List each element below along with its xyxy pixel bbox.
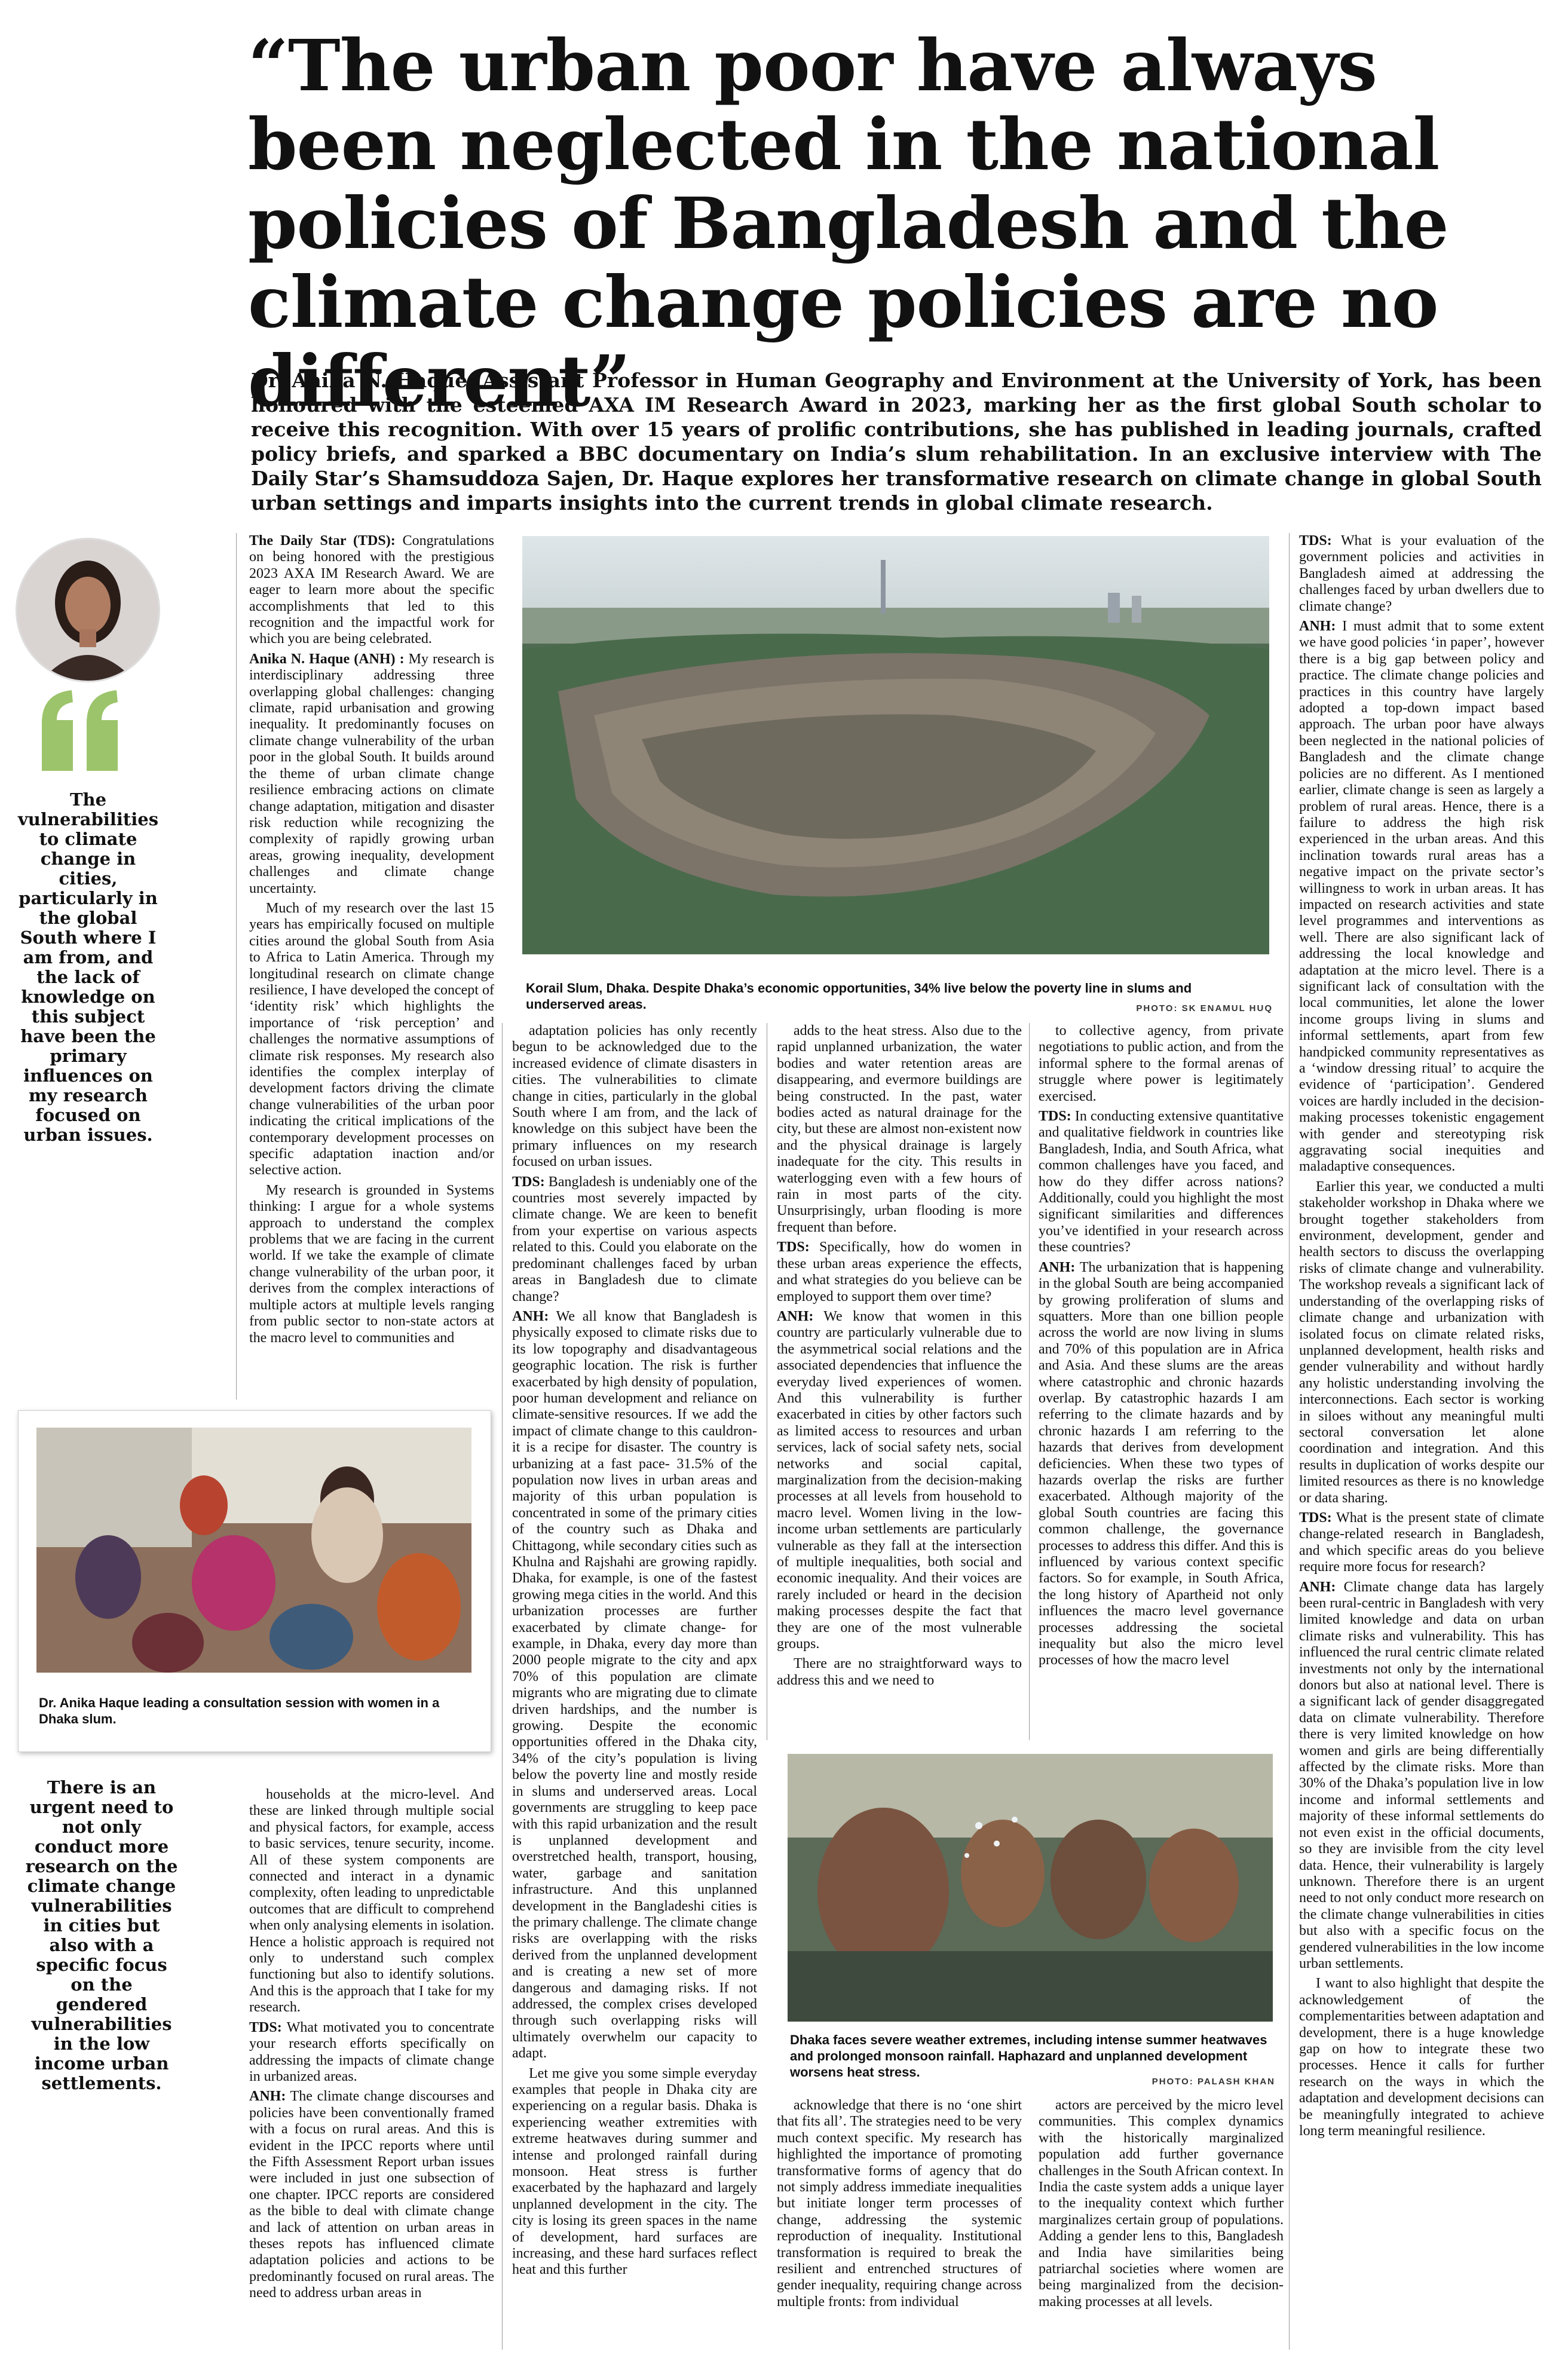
article-paragraph	[512, 1174, 757, 1305]
speaker-label: TDS:	[1299, 533, 1332, 549]
paragraph-text: My research is interdisciplinary addressing three overlapping global challenges: changing climate, rapid urbanisation and growing inequality. It predominantly focuses on climate change vulnerability of the urban poor in the global South. It builds around the theme of urban climate change resilience embracing actions on climate change adaptation, mitigation and disaster risk reduction while recognizing the complexity of rapidly growing urban areas, growing inequality, development challenges and climate change uncertainty.	[249, 651, 494, 896]
session-photo-caption: Dr. Anika Haque leading a consultation session with women in a Dhaka slum.	[39, 1695, 440, 1726]
heatwave-photo-credit: PHOTO: PALASH KHAN	[1152, 2077, 1275, 2087]
quote-mark-icon	[36, 687, 125, 777]
article-paragraph	[249, 533, 494, 648]
article-paragraph	[777, 1239, 1022, 1305]
speaker-label: ANH:	[1039, 1259, 1076, 1275]
paragraph-text: The climate change discourses and policies have been conventionally framed with a focus on rural areas. And this is evident in the IPCC reports where until the Fifth Assessment Report urban issues were included in just one subsection of one chapter. IPCC reports are considered as the bible to deal with climate change and lack of attention on urban areas in theses repots has influenced climate adaptation policies and actions to be predominantly focused on rural areas. The need to address urban areas in	[249, 2089, 494, 2301]
article-paragraph	[1039, 1109, 1284, 1256]
pull-quote: The vulnerabilities to climate change in cities, particularly in the global South where I am from, and the lack of knowledge on this subject have been the primary influences on my research focused on urban issues.	[17, 789, 159, 1145]
slum-caption-text: Korail Slum, Dhaka. Despite Dhaka’s economic opportunities, 34% live below the poverty line in slums and underserved areas.	[526, 981, 1192, 1012]
paragraph-text: Earlier this year, we conducted a multi stakeholder workshop in Dhaka where we brought together stakeholders from environment, development, gender and health sectors to discuss the overlapping risks of climate change and vulnerability. The workshop reveals a significant lack of understanding of the overlapping risks of climate change and urbanization with isolated focus on climate related risks, unplanned development, health risks and gender vulnerability and without hardly any holistic understanding involving the interconnections. Each sector is working in siloes without any meaningful multi sectoral conversation let alone coordination and integration. And this results in duplication of works despite our limited resources as there is no knowledge or data sharing.	[1299, 1178, 1544, 1506]
article-paragraph	[777, 1023, 1022, 1236]
paragraph-text: Much of my research over the last 15 years has empirically focused on multiple cities around the global South from Asia to Africa to Latin America. Through my longitudinal research on climate change resilience, I have developed the concept of ‘identity risk’ which highlights the importance of ‘risk perception’ and challenges the normative assumptions of climate risk responses. My research also identifies the complex interplay of development factors driving the climate change vulnerabilities of the urban poor indicating the critical implications of the contemporary development processes on specific adaptation inaction and/or selective action.	[249, 900, 494, 1178]
article-column-4-top	[1039, 1023, 1284, 1673]
paragraph-text: acknowledge that there is no ‘one shirt that fits all’. The strategies need to be very much context specific. My research has highlighted the importance of promoting transformative forms of agency that do not simply address immediate inequalities but initiate longer term processes of change, addressing the systemic reproduction of inequality. Institutional transformation is required to break the resilient and entrenched structures of gender inequality, requiring change across multiple fronts: from individual	[777, 2097, 1022, 2310]
article-paragraph	[512, 1023, 757, 1171]
column-divider	[502, 1023, 503, 2350]
article-paragraph	[249, 901, 494, 1179]
paragraph-text: to collective agency, from private negotiations to public action, and from the informal sphere to the formal arenas of struggle where power is legitimately exercised.	[1039, 1023, 1284, 1104]
article-paragraph	[777, 1309, 1022, 1653]
author-portrait	[16, 538, 160, 682]
speaker-label: TDS:	[512, 1174, 545, 1190]
article-column-2	[512, 1023, 757, 2282]
pull-quote: There is an urgent need to not only conduct more research on the climate change vulnerabilities in cities but also with a specific focus on the gendered vulnerabilities in the low income urban settlements.	[25, 1777, 178, 2093]
headline: “The urban poor have always been neglected in the national policies of Bangladesh and the climate change policies are no different”	[248, 24, 1448, 422]
speaker-label: TDS:	[1299, 1509, 1332, 1526]
column-divider	[1029, 1023, 1030, 1740]
article-paragraph	[512, 1309, 757, 2062]
speaker-label: TDS:	[249, 2019, 282, 2035]
korail-slum-photo	[522, 536, 1269, 954]
paragraph-text: Let me give you some simple everyday examples that people in Dhaka city are experiencing on a regular basis. Dhaka is experiencing weather extremities with extreme heatwaves during summer and intense and prolonged rainfall during monsoon. Heat stress is further exacerbated by the haphazard and largely unplanned development in the city. The city is losing its green spaces in the name of development, hard surfaces are increasing, and these hard surfaces reflect heat and this further	[512, 2065, 757, 2278]
article-paragraph	[777, 1656, 1022, 1689]
paragraph-text: households at the micro-level. And these are linked through multiple social and physical factors, for example, access to basic services, tenure security, income. All of these system components are connected and interact in a dynamic complexity, often leading to unpredictable outcomes that are difficult to comprehend when only analysing elements in isolation. Hence a holistic approach is required not only to understand such complex functioning but also to identify solutions. And this is the approach that I take for my research.	[249, 1787, 494, 2016]
article-paragraph	[249, 651, 494, 897]
article-column-3-top	[777, 1023, 1022, 1692]
paragraph-text: My research is grounded in Systems thinking: I argue for a whole systems approach to understand the complex problems that we are facing in the current world. If we take the example of climate change vulnerability of the urban poor, it derives from the complex interactions of multiple actors at multiple levels ranging from public sector to non-state actors at the macro level to communities and	[249, 1182, 494, 1346]
paragraph-text: Congratulations on being honored with the prestigious 2023 AXA IM Research Award. We are eager to learn more about the specific accomplishments that led to this recognition and the impactful work for which you are being celebrated.	[249, 533, 494, 647]
slum-photo-caption	[526, 980, 1273, 1012]
session-photo-box	[18, 1410, 491, 1752]
paragraph-text: What motivated you to concentrate your research efforts specifically on addressing the impacts of climate change in urbanized areas.	[249, 2019, 494, 2084]
slum-photo-credit: PHOTO: SK ENAMUL HUQ	[1136, 1003, 1273, 1013]
speaker-label: ANH:	[1299, 1579, 1336, 1595]
paragraph-text: What is the present state of climate change-related research in Bangladesh, and which specific areas do you believe require more focus for research?	[1299, 1509, 1544, 1575]
paragraph-text: We know that women in this country are particularly vulnerable due to the asymmetrical social relations and the associated dependencies that influence the everyday lived experiences of women. And this vulnerability is further exacerbated in cities by other factors such as limited access to resources and urban services, lack of social safety nets, social networks and social capital, marginalization from the decision-making processes at all levels from household to macro level. Women living in the low-income urban settlements are particularly vulnerable as they fall at the intersection of multiple inequalities, both social and economic inequality. And their voices are rarely included or heard in the decision making processes despite the fact that they are one of the most vulnerable groups.	[777, 1308, 1022, 1652]
heatwave-photo	[788, 1754, 1273, 2022]
paragraph-text: adds to the heat stress. Also due to the rapid unplanned urbanization, the water bodies and water retention areas are disappearing, and evermore buildings are being constructed. In the past, water bodies acted as natural drainage for the city, but these are almost non-existent now and the physical drainage is largely inadequate for the city. This results in waterlogging even with a few hours of rain in most parts of the city. Unsurprisingly, urban flooding is more frequent than before.	[777, 1023, 1022, 1235]
article-paragraph	[1299, 618, 1544, 1175]
article-paragraph	[512, 2066, 757, 2279]
column-divider	[1289, 533, 1290, 2350]
article-column-5	[1299, 533, 1544, 2143]
paragraph-text: Climate change data has largely been rural-centric in Bangladesh with very limited knowledge and data on urban climate risks and vulnerability. This has influenced the rural centric climate related investments not only by the international donors but also at national level. There is a significant lack of gender disaggregated data on climate vulnerability. Therefore there is very limited knowledge on how women and girls are being differentially affected by the climate risks. More than 30% of the Dhaka’s population live in low income and informal settlements and majority of these informal settlements do not even exist in the official documents, so they are invisible from the city level data. Hence, their vulnerability is largely unknown. Therefore there is an urgent need to not only conduct more research on the climate change vulnerabilities in cities but also with a specific focus on the gendered vulnerabilities in the low income urban settlements.	[1299, 1579, 1544, 1971]
article-paragraph	[249, 1787, 494, 2016]
article-paragraph	[1299, 1510, 1544, 1576]
article-paragraph	[1039, 1260, 1284, 1669]
speaker-label: ANH:	[1299, 618, 1336, 635]
article-paragraph	[249, 1183, 494, 1346]
article-column-4-bottom	[1039, 2097, 1284, 2314]
speaker-label: The Daily Star (TDS):	[249, 533, 396, 549]
paragraph-text: The urbanization that is happening in the global South are being accompanied by growing proliferation of slums and squatters. More than one billion people across the world are now living in slums and 70% of this population are in Africa and Asia. And these slums are the areas where catastrophic and chronic hazards overlap. By catastrophic hazards I am referring to the climate hazards and by chronic hazards I am referring to the hazards that derives from development deficiencies. When these two types of hazards overlap the risks are further exacerbated. Although majority of the global South countries are facing this common challenge, the governance processes to address this differ. And this is influenced by various context specific factors. So for example, in South Africa, the long history of Apartheid not only influences the macro level governance processes addressing the societal inequality but also the micro level processes of how the macro level	[1039, 1259, 1284, 1668]
article-paragraph	[1299, 1976, 1544, 2139]
article-paragraph	[249, 2089, 494, 2301]
speaker-label: ANH:	[249, 2089, 286, 2105]
article-column-1-bottom	[249, 1787, 494, 2305]
column-divider	[236, 533, 237, 1400]
heatwave-caption-text: Dhaka faces severe weather extremes, including intense summer heatwaves and prolonged monsoon rainfall. Haphazard and unplanned development worsens heat stress.	[790, 2032, 1267, 2080]
article-column-3-bottom	[777, 2097, 1022, 2314]
article-paragraph	[777, 2097, 1022, 2310]
paragraph-text: What is your evaluation of the government policies and activities in Bangladesh aimed at addressing the challenges faced by urban dwellers due to climate change?	[1299, 533, 1544, 614]
paragraph-text: Specifically, how do women in these urban areas experience the effects, and what strategies do you believe can be employed to support them over time?	[777, 1239, 1022, 1305]
speaker-label: ANH:	[777, 1308, 814, 1324]
paragraph-text: I want to also highlight that despite the acknowledgement of the complementarities between adaptation and development, there is a huge knowledge gap on how to integrate these two processes. Hence it calls for further research on the ways in which the adaptation and development decisions can be meaningfully integrated to achieve long term meaningful resilience.	[1299, 1976, 1544, 2139]
paragraph-text: Bangladesh is undeniably one of the countries most severely impacted by climate change. We are keen to benefit from your expertise on various aspects related to this. Could you elaborate on the predominant challenges faced by urban areas in Bangladesh due to climate change?	[512, 1174, 757, 1305]
paragraph-text: actors are perceived by the micro level communities. This complex dynamics with the historically marginalized population add further governance challenges in the South African context. In India the caste system adds a unique layer to the inequality context which further marginalizes certain group of populations. Adding a gender lens to this, Bangladesh and India have similarities being patriarchal societies where women are being marginalized from the decision-making processes at all levels.	[1039, 2097, 1284, 2310]
speaker-label: ANH:	[512, 1308, 549, 1324]
paragraph-text: I must admit that to some extent we have good policies ‘in paper’, however there is a big gap between policy and practice. The climate change policies and practices in this country have largely adopted a top-down impact based approach. The urban poor have always been neglected in the national policies of Bangladesh and the climate change policies are no different. As I mentioned earlier, climate change is seen as largely a problem of rural areas. Hence, there is a failure to address the high risk experienced in the urban areas. And this inclination towards rural areas has a negative impact on the private sector’s willingness to work in urban areas. It has impacted on research activities and state level programmes and interventions as well. There are also significant lack of addressing the local knowledge and adaptation at the micro level. There is a significant lack of consultation with the local communities, let alone the lower income groups living in slums and informal settlements, apart from few handpicked community representatives as a ‘window dressing ritual’ to acquire the evidence of ‘participation’. Gendered voices are hardly included in the decision-making processes tokenistic engagement with gender and stereotyping risk aggravating social inequities and maladaptive consequences.	[1299, 618, 1544, 1175]
article-column-1-top	[249, 533, 494, 1350]
paragraph-text: adaptation policies has only recently begun to be acknowledged due to the increased evidence of climate disasters in cities. The vulnerabilities to climate change in cities, particularly in the global South where I am from, and the lack of knowledge on this subject have been the primary influences on my research focused on urban issues.	[512, 1023, 757, 1170]
article-paragraph	[1299, 533, 1544, 615]
speaker-label: Anika N. Haque (ANH) :	[249, 651, 405, 667]
article-paragraph	[1039, 2097, 1284, 2310]
paragraph-text: There are no straightforward ways to address this and we need to	[777, 1656, 1022, 1688]
speaker-label: TDS:	[1039, 1109, 1071, 1125]
paragraph-text: In conducting extensive quantitative and qualitative fieldwork in countries like Bangladesh, India, and South Africa, what common challenges have you faced, and how do they differ across nations? Additionally, could you highlight the most significant similarities and differences you’ve identified in your research across these countries?	[1039, 1109, 1284, 1256]
article-paragraph	[249, 2020, 494, 2086]
speaker-label: TDS:	[777, 1239, 810, 1256]
consultation-session-photo	[36, 1428, 471, 1673]
heatwave-photo-caption	[790, 2032, 1275, 2087]
article-paragraph	[1039, 1023, 1284, 1105]
standfirst: Dr. Anika N. Haque, Assistant Professor in Human Geography and Environment at the University of York, has been honoured with the esteemed AXA IM Research Award in 2023, marking her as the first global South scholar to receive this recognition. With over 15 years of prolific contributions, she has published in leading journals, crafted policy briefs, and sparked a BBC documentary on India’s slum rehabilitation. In an exclusive interview with The Daily Star’s Shamsuddoza Sajen, Dr. Haque explores her transformative research on climate change in global South urban settings and imparts insights into the current trends in global climate research.	[251, 369, 1542, 515]
article-paragraph	[1299, 1179, 1544, 1506]
article-paragraph	[1299, 1579, 1544, 1973]
paragraph-text: We all know that Bangladesh is physically exposed to climate risks due to its low topography and disadvantageous geographic location. The risk is further exacerbated by high density of population, poor human development and reliance on climate-sensitive resources. If we add the impact of climate change to this cauldron- it is a recipe for disaster. The country is urbanizing at a fast pace- 31.5% of the population now lives in urban areas and majority of this urban population is concentrated in some of the primary cities of the country such as Dhaka and Chittagong, while secondary cities such as Khulna and Rajshahi are growing rapidly. Dhaka, for example, is one of the fastest growing mega cities in the world. And this urbanization processes are further exacerbated by climate change- for example, in Dhaka, every day more than 2000 people migrate to the city and apx 70% of this population are climate migrants who are migrating due to climate driven hardships, and the number is growing. Despite the economic opportunities offered in the Dhaka city, 34% of the city’s population is living below the poverty line and mostly reside in slums and underserved areas. Local governments are struggling to keep pace with this rapid urbanization and the result is unplanned development and overstretched health, transport, housing, water, garbage and sanitation infrastructure. And this unplanned development in the Bangladeshi cities is the primary challenge. The climate change risks are overlapping with the risks derived from the unplanned development and is creating a new set of more dangerous and damaging risks. If not addressed, the complex crises developed through such overlapping risks will ultimately overwhelm our capacity to adapt.	[512, 1308, 757, 2062]
